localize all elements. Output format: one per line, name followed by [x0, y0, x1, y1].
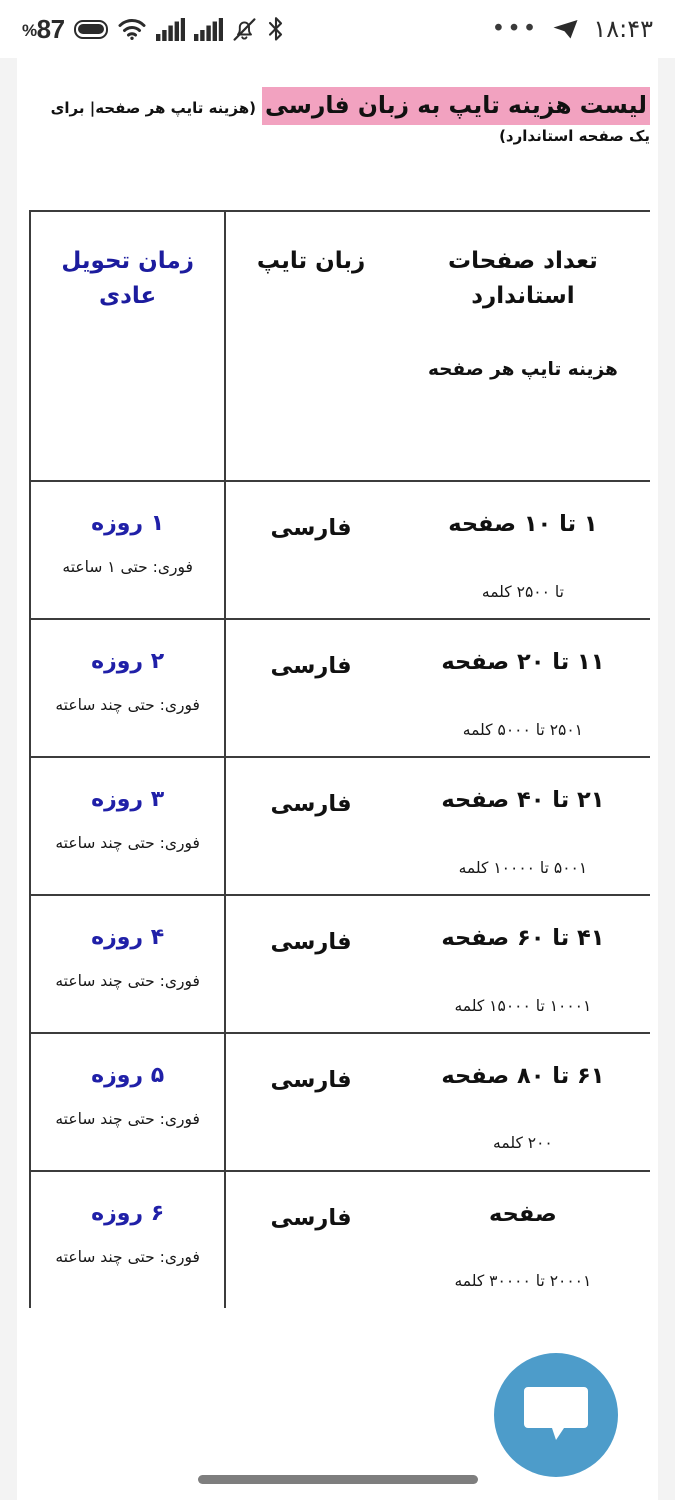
cell-pages: [396, 895, 650, 1033]
cell-delivery: [30, 895, 225, 1033]
chat-bubble-icon: [522, 1381, 590, 1449]
status-bar-left-group: [22, 16, 286, 42]
column-header-pages-title: تعداد صفحات استاندارد: [448, 248, 598, 310]
document-header: [17, 58, 658, 148]
overflow-dots-icon[interactable]: •••: [491, 15, 539, 42]
status-bar: [0, 0, 675, 58]
cell-pages-main: ۱۱ تا ۲۰ صفحه: [441, 649, 605, 676]
cell-language-value: فارسی: [270, 791, 352, 818]
page-title-subtext: (هزینه تایپ هر صفحه| برای یک صفحه استاندارد): [50, 99, 650, 146]
table-header-row: [30, 211, 650, 481]
cell-language: [225, 895, 396, 1033]
cell-delivery-main: ۶ روزه: [91, 1200, 165, 1226]
cellular-signal-icon: [156, 18, 185, 41]
bluetooth-icon: [266, 16, 286, 42]
cell-pages: [396, 481, 650, 619]
status-bar-right-group: [492, 15, 653, 43]
cell-delivery: [30, 481, 225, 619]
column-header-language: [225, 211, 396, 481]
column-header-delivery: [30, 211, 225, 481]
cell-pages: [396, 619, 650, 757]
battery-percent-label: [22, 16, 65, 42]
cell-pages-main: ۴۱ تا ۶۰ صفحه: [441, 924, 605, 951]
cell-language-value: فارسی: [270, 928, 352, 955]
cell-delivery: [30, 1171, 225, 1308]
cell-delivery-main: ۱ روزه: [91, 511, 165, 537]
cell-pages-sub: ۱۰۰۰۱ تا ۱۵۰۰۰ کلمه: [454, 996, 592, 1015]
cell-language: [225, 481, 396, 619]
chat-widget-button[interactable]: [494, 1353, 618, 1477]
cell-pages-sub: ۲۰۰۰۱ تا ۳۰۰۰۰ کلمه: [454, 1272, 592, 1291]
cell-pages-sub: ۲۰۰ کلمه: [493, 1134, 553, 1153]
cell-language: [225, 1171, 396, 1308]
table-row: [30, 1033, 650, 1171]
cell-delivery-main: ۵ روزه: [91, 1062, 165, 1088]
cell-pages-main: ۱ تا ۱۰ صفحه: [448, 511, 598, 538]
pricing-table: [29, 210, 650, 1307]
cell-pages-main: ۲۱ تا ۴۰ صفحه: [441, 787, 605, 814]
cell-delivery: [30, 1033, 225, 1171]
wifi-icon: [117, 17, 147, 41]
cell-language: [225, 1033, 396, 1171]
page-title: [31, 86, 650, 148]
table-row: [30, 619, 650, 757]
column-header-pages: [396, 211, 650, 481]
cell-language: [225, 619, 396, 757]
cell-delivery: [30, 619, 225, 757]
table-row: [30, 1171, 650, 1308]
cell-language-value: فارسی: [270, 653, 352, 680]
cell-pages-sub: ۲۵۰۱ تا ۵۰۰۰ کلمه: [462, 720, 584, 739]
cell-delivery-sub: فوری: حتی چند ساعته: [55, 1247, 200, 1266]
table-row: [30, 481, 650, 619]
cell-delivery-sub: فوری: حتی چند ساعته: [55, 1109, 200, 1128]
cell-pages: [396, 1171, 650, 1308]
cell-pages-sub: تا ۲۵۰۰ کلمه: [481, 582, 564, 601]
cell-language-value: فارسی: [270, 515, 352, 542]
table-header: [30, 211, 650, 481]
cell-pages-main: صفحه: [489, 1200, 557, 1227]
cell-delivery-sub: فوری: حتی چند ساعته: [55, 696, 200, 715]
cell-pages: [396, 1033, 650, 1171]
cell-language-value: فارسی: [270, 1066, 352, 1093]
battery-icon: [74, 20, 108, 39]
cell-delivery-main: ۴ روزه: [91, 924, 165, 950]
column-header-delivery-title: زمان تحویل عادی: [61, 248, 194, 310]
telegram-send-icon: [552, 18, 579, 41]
cell-language-value: فارسی: [270, 1204, 352, 1231]
page-content-area: [17, 58, 658, 1500]
cell-delivery-sub: فوری: حتی ۱ ساعته: [62, 558, 193, 577]
browser-viewport: [0, 58, 675, 1500]
table-row: [30, 757, 650, 895]
status-bar-clock: ۱۸:۴۳: [593, 15, 653, 43]
cell-delivery: [30, 757, 225, 895]
cell-pages-sub: ۵۰۰۱ تا ۱۰۰۰۰ کلمه: [458, 858, 588, 877]
percent-sign: %: [22, 21, 37, 40]
column-header-pages-subtitle: هزینه تایپ هر صفحه: [427, 359, 618, 381]
column-header-language-title: زبان تایپ: [256, 248, 366, 275]
page-title-highlight: لیست هزینه تایپ به زبان فارسی: [262, 87, 650, 125]
cell-delivery-sub: فوری: حتی چند ساعته: [55, 834, 200, 852]
cell-delivery-sub: فوری: حتی چند ساعته: [55, 971, 200, 990]
table-body: [30, 481, 650, 1307]
table-row: [30, 895, 650, 1033]
cell-language: [225, 757, 396, 895]
cell-pages-main: ۶۱ تا ۸۰ صفحه: [441, 1062, 605, 1089]
cell-delivery-main: ۳ روزه: [91, 787, 165, 813]
cellular-signal-icon: [194, 18, 223, 41]
pricing-table-container: [17, 210, 658, 1307]
battery-percent-value: 87: [36, 14, 65, 44]
bell-muted-icon: [232, 17, 257, 42]
cell-pages: [396, 757, 650, 895]
system-navigation-pill[interactable]: [198, 1475, 478, 1484]
cell-delivery-main: ۲ روزه: [91, 649, 165, 675]
